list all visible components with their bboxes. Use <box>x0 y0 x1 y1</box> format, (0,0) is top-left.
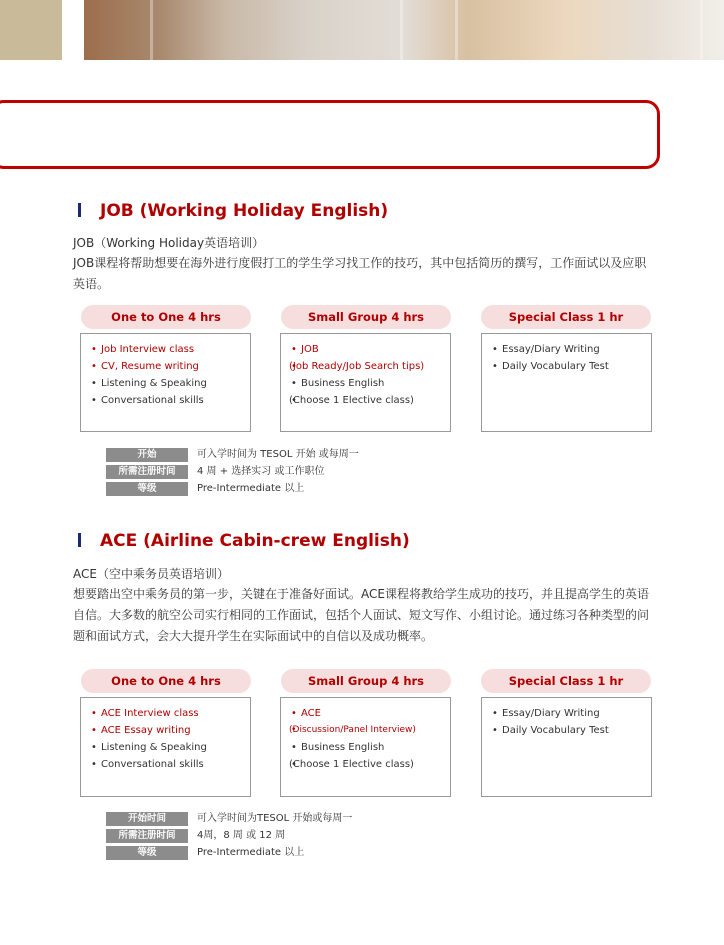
job-description: JOB课程将帮助想要在海外进行度假打工的学生学习找工作的技巧，其中包括简历的撰写，工作面试以及应职英语。 <box>73 256 647 291</box>
list-item: • JOB <box>289 341 442 358</box>
ace-pill-special-class: Special Class 1 hr <box>481 669 651 693</box>
ace-special-class-box <box>481 697 652 797</box>
job-pill-small-group: Small Group 4 hrs <box>281 305 451 329</box>
list-item: • Job Interview class <box>89 341 242 358</box>
list-item: • Business English <box>289 375 442 392</box>
list-item: • Daily Vocabulary Test <box>490 358 643 375</box>
job-section-title: JOB (Working Holiday English) <box>78 201 388 221</box>
ace-description: 想要踏出空中乘务员的第一步，关键在于准备好面试。ACE课程将教给学生成功的技巧，并且提高学生的英语自信。大多数的航空公司实行相同的工作面试，包括个人面试、短文写作、小组讨论。通过练习各种类型的问题和面试方式，会大大提升学生在实际面试中的自信以及成功概率。 <box>73 587 650 643</box>
job-special-class-box <box>481 333 652 432</box>
ace-small-group-box <box>280 697 451 797</box>
info-label: 所需注册时间 <box>106 465 188 479</box>
info-label: 等级 <box>106 482 188 496</box>
ace-section-title: ACE (Airline Cabin-crew English) <box>78 531 410 551</box>
info-value: Pre-Intermediate 以上 <box>197 847 305 858</box>
info-label: 开始时间 <box>106 812 188 826</box>
job-subtitle: JOB（Working Holiday英语培训） <box>73 236 265 250</box>
list-item: • Conversational skills <box>89 756 242 773</box>
list-item: • ACE <box>289 705 442 722</box>
job-pill-special-class: Special Class 1 hr <box>481 305 651 329</box>
info-value: 4周，8 周 或 12 周 <box>197 830 286 841</box>
ace-one-to-one-box <box>80 697 251 797</box>
header-frame <box>0 100 660 169</box>
info-label: 开始 <box>106 448 188 462</box>
list-item: • Essay/Diary Writing <box>490 705 643 722</box>
info-value: 可入学时间为TESOL 开始或每周一 <box>197 813 353 824</box>
list-item: • Listening & Speaking <box>89 375 242 392</box>
info-value: 可入学时间为 TESOL 开始 或每周一 <box>197 449 359 460</box>
job-pill-one-to-one: One to One 4 hrs <box>81 305 251 329</box>
list-item-note: • (Choose 1 Elective class) <box>289 756 442 773</box>
ace-pill-one-to-one: One to One 4 hrs <box>81 669 251 693</box>
info-value: 4 周 + 选择实习 或工作职位 <box>197 466 325 477</box>
title-bullet-icon <box>78 203 81 217</box>
title-bullet-icon <box>78 533 81 547</box>
list-item: • Essay/Diary Writing <box>490 341 643 358</box>
ace-subtitle: ACE（空中乘务员英语培训） <box>73 567 229 581</box>
info-label: 等级 <box>106 846 188 860</box>
list-item-note: • (Choose 1 Elective class) <box>289 392 442 409</box>
ace-pill-small-group: Small Group 4 hrs <box>281 669 451 693</box>
info-value: Pre-Intermediate 以上 <box>197 483 305 494</box>
job-one-to-one-box <box>80 333 251 432</box>
list-item: • Conversational skills <box>89 392 242 409</box>
header-banner-image <box>0 0 724 60</box>
list-item: • Listening & Speaking <box>89 739 242 756</box>
list-item: • ACE Essay writing <box>89 722 242 739</box>
list-item: • Business English <box>289 739 442 756</box>
list-item-note: • (Discussion/Panel Interview) <box>289 722 442 739</box>
list-item: • ACE Interview class <box>89 705 242 722</box>
list-item: • Daily Vocabulary Test <box>490 722 643 739</box>
info-label: 所需注册时间 <box>106 829 188 843</box>
list-item: • CV, Resume writing <box>89 358 242 375</box>
job-small-group-box <box>280 333 451 432</box>
list-item-note: • (Job Ready/Job Search tips) <box>289 358 442 375</box>
